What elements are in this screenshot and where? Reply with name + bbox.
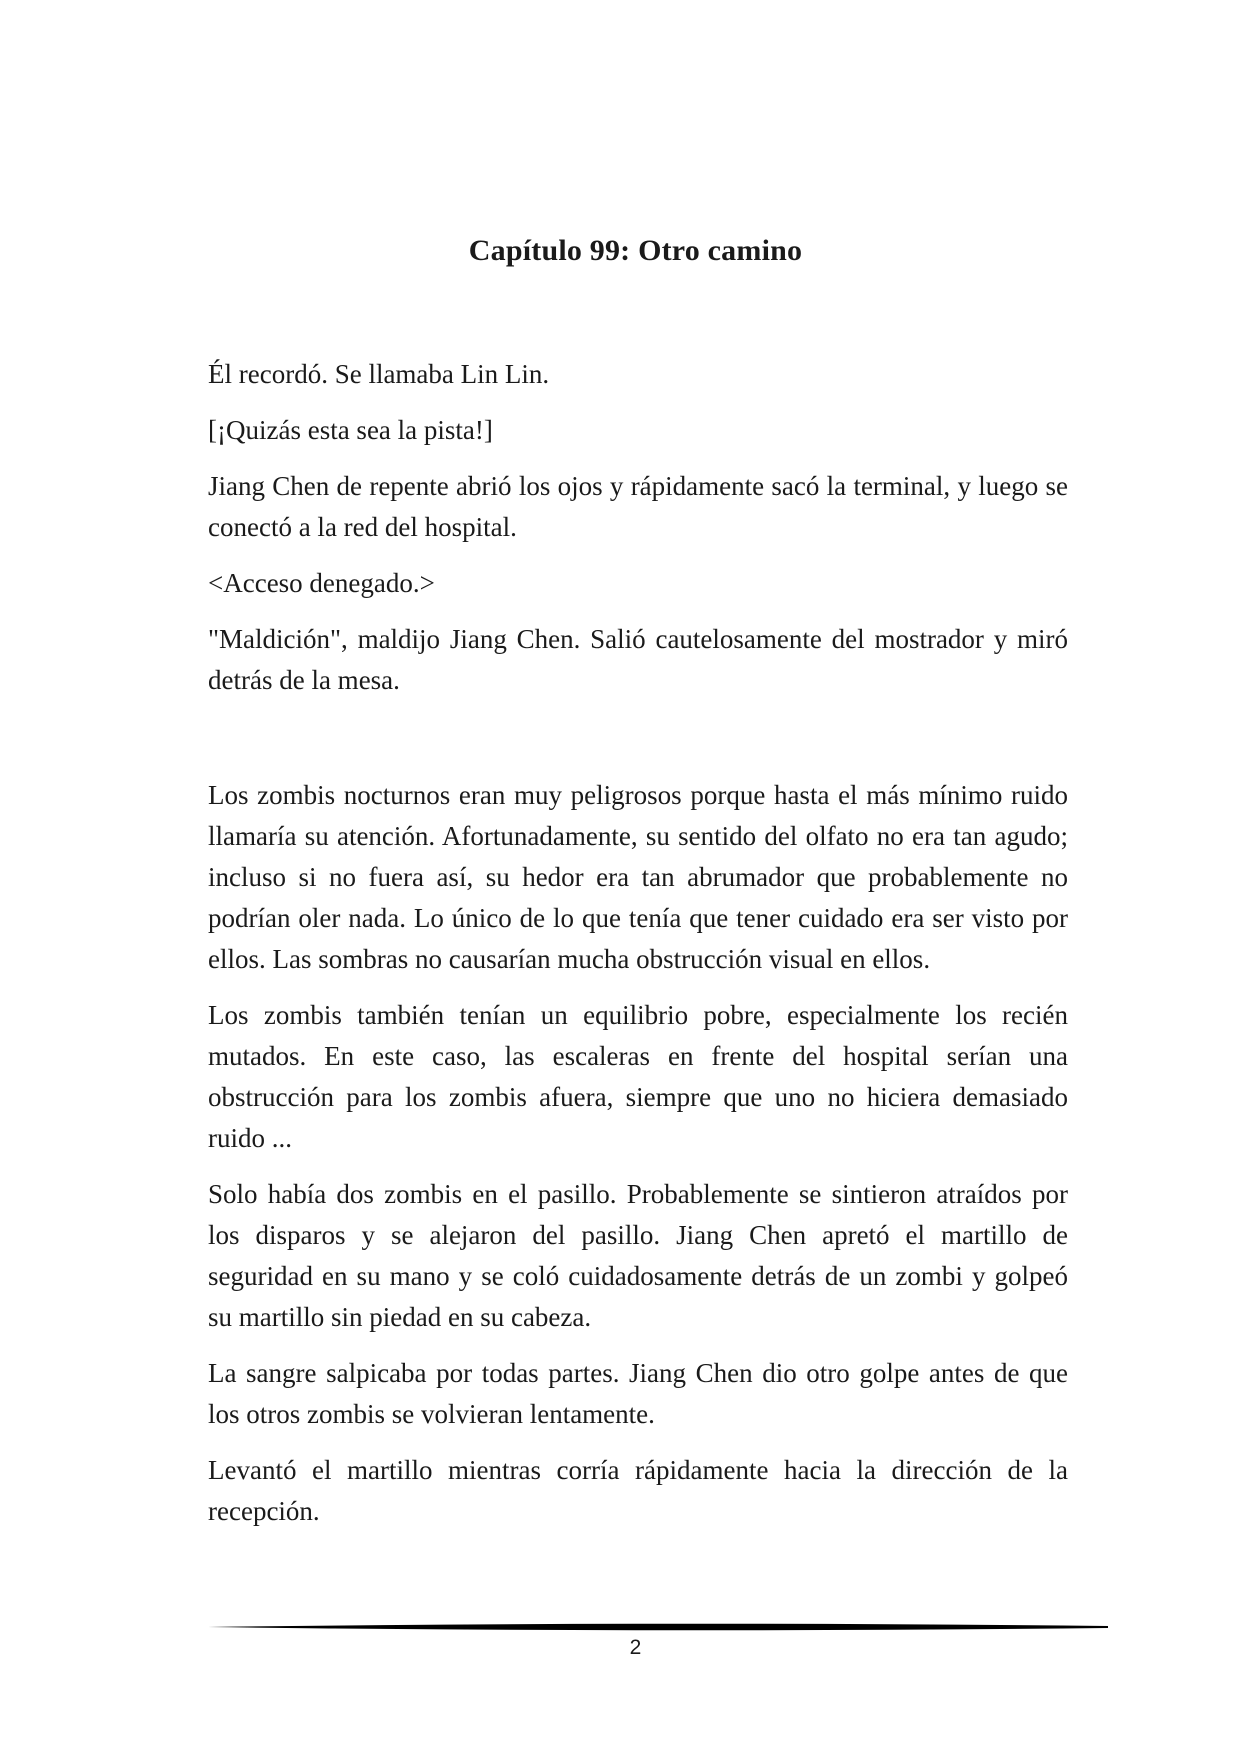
paragraph: <Acceso denegado.>: [208, 568, 435, 598]
footer-divider: [208, 1620, 1108, 1634]
chapter-title: Capítulo 99: Otro camino: [468, 234, 803, 267]
paragraph: Solo había dos zombis en el pasillo. Probablemente se sintieron atraídos por los disparos y se alejaron del pasillo. Jiang Chen apretó el martillo de seguridad en su mano y se coló cuidadosamente detrás de un zombi y golpeó su martillo sin piedad en su cabeza.: [208, 1179, 1068, 1332]
paragraph: "Maldición", maldijo Jiang Chen. Salió cautelosamente del mostrador y miró detrás de la mesa.: [208, 624, 1068, 695]
paragraph: La sangre salpicaba por todas partes. Jiang Chen dio otro golpe antes de que los otros zombis se volvieran lentamente.: [208, 1358, 1068, 1429]
chapter-body: [208, 354, 1068, 1547]
paragraph: Él recordó. Se llamaba Lin Lin.: [208, 359, 550, 389]
paragraph: Levantó el martillo mientras corría rápidamente hacia la dirección de la recepción.: [208, 1455, 1068, 1526]
paragraph: Los zombis también tenían un equilibrio pobre, especialmente los recién mutados. En este caso, las escaleras en frente del hospital serían una obstrucción para los zombis afuera, siempre que uno no hiciera demasiado ruido ...: [208, 1000, 1068, 1153]
paragraph: Jiang Chen de repente abrió los ojos y rápidamente sacó la terminal, y luego se conectó a la red del hospital.: [208, 471, 1068, 542]
paragraph: Los zombis nocturnos eran muy peligrosos porque hasta el más mínimo ruido llamaría su atención. Afortunadamente, su sentido del olfato no era tan agudo; incluso si no fuera así, su hedor era tan abrumador que probablemente no podrían oler nada. Lo único de lo que tenía que tener cuidado era ser visto por ellos. Las sombras no causarían mucha obstrucción visual en ellos.: [208, 780, 1068, 974]
page-number: 2: [629, 1636, 642, 1659]
paragraph: [¡Quizás esta sea la pista!]: [208, 415, 493, 445]
